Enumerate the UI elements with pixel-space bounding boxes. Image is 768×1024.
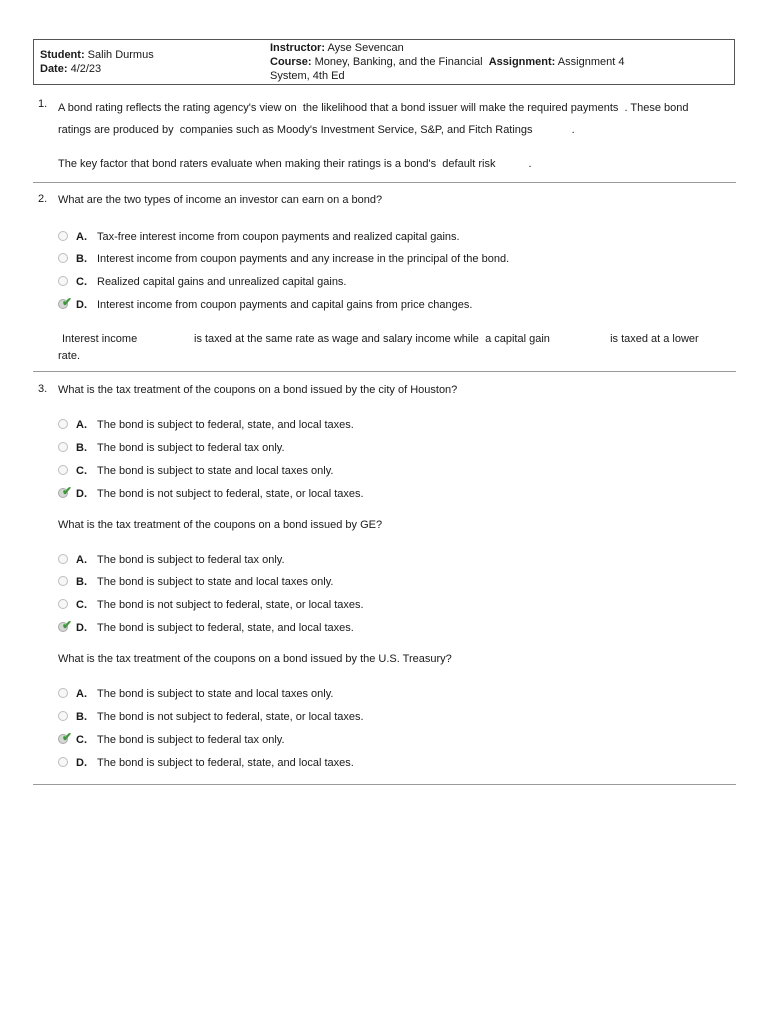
option-text: The bond is subject to federal tax only. — [97, 554, 285, 566]
radio-icon[interactable] — [58, 599, 68, 609]
q1-text-e: The key factor that bond raters evaluate when making their ratings is a bond's — [58, 158, 437, 170]
q2-fill-line-1 — [58, 332, 748, 346]
divider — [33, 784, 736, 785]
radio-icon[interactable] — [58, 442, 68, 452]
option-text: Interest income from coupon payments and any increase in the principal of the bond. — [97, 253, 510, 265]
option-text: The bond is not subject to federal, state, or local taxes. — [97, 488, 364, 500]
option-text: Tax-free interest income from coupon payments and realized capital gains. — [97, 231, 460, 243]
radio-icon[interactable] — [58, 253, 68, 263]
instructor-name: Ayse Sevencan — [327, 42, 404, 54]
q1-text-b: . These bond — [624, 102, 689, 114]
q3-part-3-prompt: What is the tax treatment of the coupons on a bond issued by the U.S. Treasury? — [58, 653, 452, 665]
check-icon: ✔ — [62, 295, 73, 309]
question-1-line-3 — [58, 157, 532, 171]
q2-fill-text-end: is taxed at a lower — [610, 333, 699, 345]
option-text: The bond is subject to federal tax only. — [97, 442, 285, 454]
student-name: Salih Durmus — [87, 49, 154, 61]
option-letter: B. — [76, 576, 87, 588]
option-letter: C. — [76, 276, 87, 288]
check-icon: ✔ — [62, 618, 73, 632]
course-label: Course: — [270, 56, 312, 68]
option-text: The bond is subject to federal, state, and local taxes. — [97, 622, 354, 634]
option-text: The bond is subject to federal, state, and local taxes. — [97, 419, 354, 431]
q1-answer-blank-3: default risk — [442, 158, 496, 170]
question-number: 2. — [38, 193, 48, 205]
option-letter: D. — [76, 488, 87, 500]
divider — [33, 371, 736, 372]
question-1-line-2 — [58, 123, 575, 137]
question-1-line-1 — [58, 101, 689, 115]
option-text: The bond is not subject to federal, state, or local taxes. — [97, 711, 364, 723]
option-letter: D. — [76, 622, 87, 634]
option-letter: A. — [76, 688, 87, 700]
q1-text-c: ratings are produced by — [58, 124, 174, 136]
option-letter: B. — [76, 253, 87, 265]
q2-answer-blank-1: Interest income — [62, 333, 138, 345]
q3-part-2-prompt: What is the tax treatment of the coupons on a bond issued by GE? — [58, 519, 383, 531]
option-letter: A. — [76, 554, 87, 566]
radio-icon[interactable] — [58, 757, 68, 767]
q1-answer-blank-1: the likelihood that a bond issuer will make the required payments — [302, 102, 619, 114]
assignment-header — [33, 39, 735, 85]
option-letter: B. — [76, 711, 87, 723]
option-letter: C. — [76, 734, 87, 746]
radio-icon[interactable] — [58, 465, 68, 475]
option-text: The bond is subject to state and local taxes only. — [97, 465, 334, 477]
option-text: The bond is not subject to federal, state, or local taxes. — [97, 599, 364, 611]
q3-part-1-prompt: What is the tax treatment of the coupons on a bond issued by the city of Houston? — [58, 384, 458, 396]
option-letter: A. — [76, 419, 87, 431]
instructor-label: Instructor: — [270, 42, 325, 54]
option-letter: C. — [76, 465, 87, 477]
radio-icon[interactable] — [58, 711, 68, 721]
question-2-prompt: What are the two types of income an investor can earn on a bond? — [58, 194, 383, 206]
course-name: Money, Banking, and the Financial — [314, 56, 483, 68]
radio-icon[interactable] — [58, 554, 68, 564]
question-number: 3. — [38, 383, 48, 395]
course-info — [270, 41, 730, 83]
option-letter: B. — [76, 442, 87, 454]
option-letter: D. — [76, 757, 87, 769]
check-icon: ✔ — [62, 730, 73, 744]
option-text: The bond is subject to federal tax only. — [97, 734, 285, 746]
radio-icon[interactable] — [58, 419, 68, 429]
question-number: 1. — [38, 98, 48, 110]
q1-text-d: . — [571, 124, 575, 136]
assignment-name: Assignment 4 — [557, 56, 625, 68]
divider — [33, 182, 736, 183]
radio-icon[interactable] — [58, 688, 68, 698]
option-letter: D. — [76, 299, 87, 311]
option-letter: A. — [76, 231, 87, 243]
option-text: Realized capital gains and unrealized capital gains. — [97, 276, 347, 288]
date-label: Date: — [40, 63, 68, 75]
q2-answer-blank-2: a capital gain — [485, 333, 550, 345]
radio-icon[interactable] — [58, 576, 68, 586]
option-text: The bond is subject to state and local taxes only. — [97, 688, 334, 700]
option-text: The bond is subject to federal, state, and local taxes. — [97, 757, 354, 769]
option-text: Interest income from coupon payments and capital gains from price changes. — [97, 299, 473, 311]
check-icon: ✔ — [62, 484, 73, 498]
q1-text-a: A bond rating reflects the rating agency's view on — [58, 102, 297, 114]
student-info — [40, 48, 154, 76]
option-text: The bond is subject to state and local taxes only. — [97, 576, 334, 588]
q2-fill-line-2: rate. — [58, 350, 81, 362]
course-name-continued: System, 4th Ed — [270, 70, 345, 82]
q2-fill-text: is taxed at the same rate as wage and salary income while — [194, 333, 479, 345]
option-letter: C. — [76, 599, 87, 611]
radio-icon[interactable] — [58, 231, 68, 241]
assignment-label: Assignment: — [488, 56, 556, 68]
q1-answer-blank-2: companies such as Moody's Investment Service, S&P, and Fitch Ratings — [179, 124, 533, 136]
radio-icon[interactable] — [58, 276, 68, 286]
date-value: 4/2/23 — [70, 63, 102, 75]
q1-text-f: . — [528, 158, 532, 170]
student-label: Student: — [40, 49, 85, 61]
